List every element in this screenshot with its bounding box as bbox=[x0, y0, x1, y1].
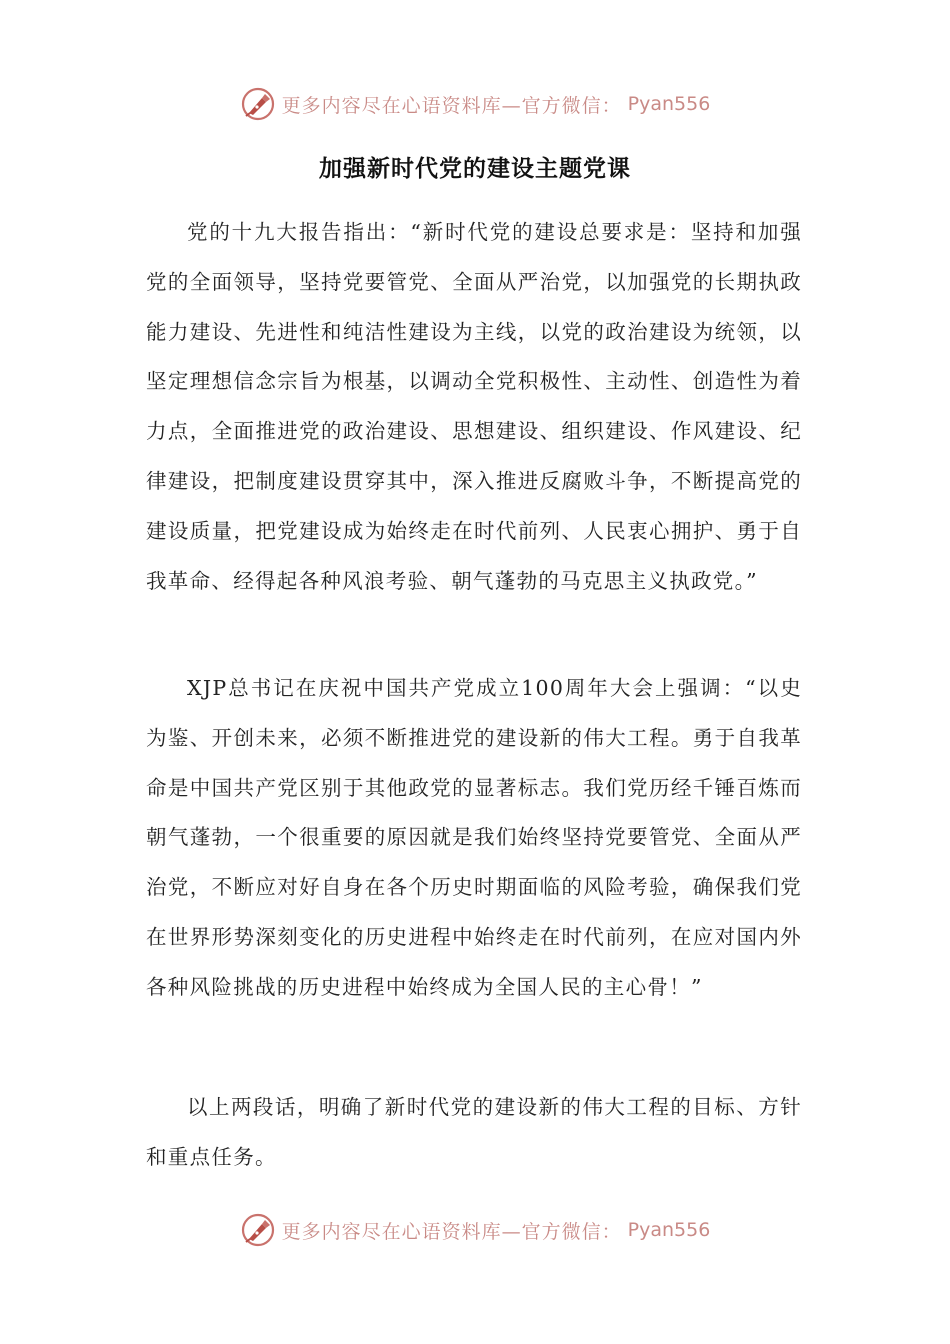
watermark-text: 更多内容尽在心语资料库—官方微信： bbox=[281, 1220, 622, 1243]
body-paragraph-1: 党的十九大报告指出：“新时代党的建设总要求是：坚持和加强党的全面领导，坚持党要管党、全面从严治党，以加强党的长期执政能力建设、先进性和纯洁性建设为主线，以党的政治建设为统领，以坚定理想信念宗旨为根基，以调动全党积极性、主动性、创造性为着力点，全面推进党的政治建设、思想建设、组织建设、作风建设、纪律建设，把制度建设贯穿其中，深入推进反腐败斗争，不断提高党的建设质量，把党建设成为始终走在时代前列、人民衷心拥护、勇于自我革命、经得起各种风浪考验、朝气蓬勃的马克思主义执政党。” bbox=[146, 220, 802, 593]
watermark-banner-top bbox=[0, 84, 950, 124]
watermark-handle: Pyan556 bbox=[627, 1219, 711, 1241]
watermark-banner-bottom bbox=[0, 1210, 950, 1250]
pen-nib-logo-icon bbox=[240, 1212, 276, 1248]
body-paragraph-3: 以上两段话，明确了新时代党的建设新的伟大工程的目标、方针和重点任务。 bbox=[146, 1095, 802, 1169]
watermark-handle: Pyan556 bbox=[627, 93, 711, 115]
watermark-text: 更多内容尽在心语资料库—官方微信： bbox=[281, 94, 622, 117]
body-paragraph-2: XJP总书记在庆祝中国共产党成立100周年大会上强调：“以史为鉴、开创未来，必须不断推进党的建设新的伟大工程。勇于自我革命是中国共产党区别于其他政党的显著标志。我们党历经千锤百炼而朝气蓬勃，一个很重要的原因就是我们始终坚持党要管党、全面从严治党，不断应对好自身在各个历史时期面临的风险考验，确保我们党在世界形势深刻变化的历史进程中始终走在时代前列，在应对国内外各种风险挑战的历史进程中始终成为全国人民的主心骨！” bbox=[146, 676, 802, 999]
pen-nib-logo-icon bbox=[240, 86, 276, 122]
document-title: 加强新时代党的建设主题党课 bbox=[319, 156, 631, 182]
